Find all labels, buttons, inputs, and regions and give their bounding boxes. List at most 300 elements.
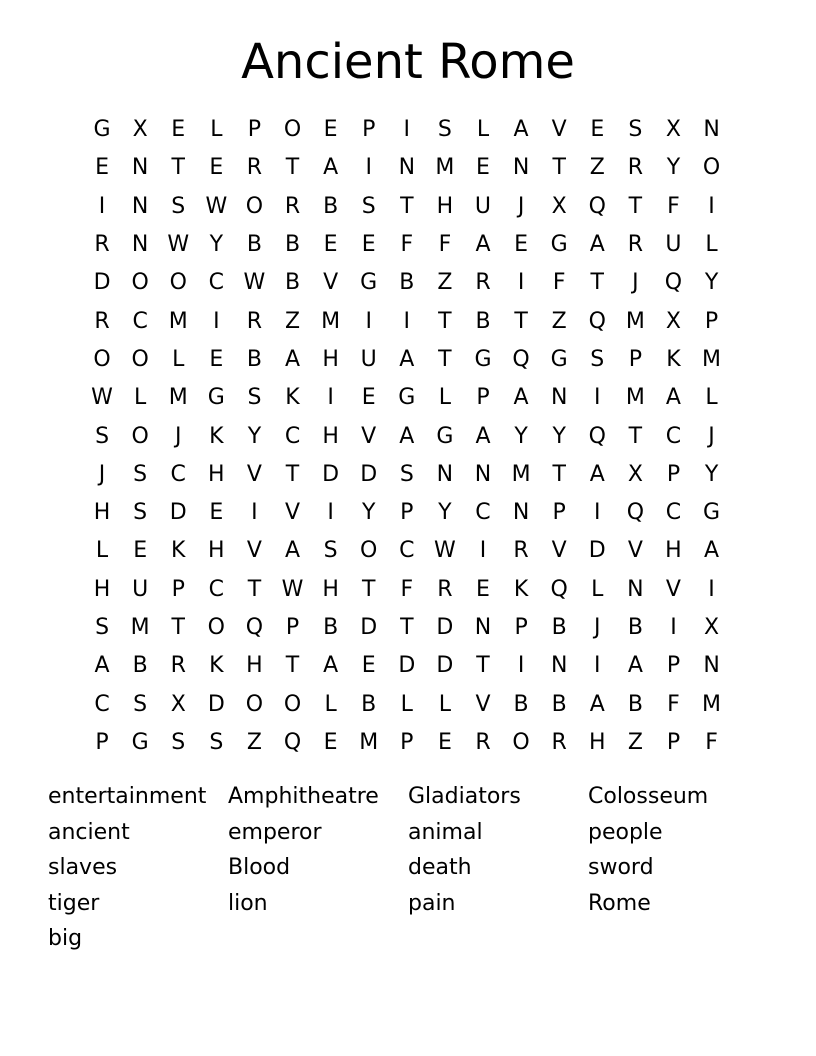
grid-letter[interactable]: E [323,232,338,258]
grid-letter[interactable]: T [476,653,490,679]
grid-letter[interactable]: P [95,729,109,755]
grid-letter[interactable]: T [247,576,262,602]
grid-letter[interactable]: J [517,193,525,219]
grid-letter[interactable]: B [284,232,301,258]
grid-letter[interactable]: R [246,308,263,334]
grid-letter[interactable]: N [550,653,568,679]
grid-letter[interactable]: A [589,232,605,258]
grid-letter[interactable]: K [285,385,300,411]
grid-letter[interactable]: E [171,117,186,143]
grid-letter[interactable]: B [551,615,567,640]
grid-letter[interactable]: Q [664,270,683,296]
grid-letter[interactable]: H [665,538,682,564]
grid-letter[interactable]: I [403,117,411,143]
grid-letter[interactable]: A [513,117,529,143]
grid-letter[interactable]: C [475,500,491,526]
grid-letter[interactable]: E [514,232,529,258]
grid-letter[interactable]: G [550,232,568,258]
grid-letter[interactable]: Y [704,270,719,296]
grid-letter[interactable]: A [323,653,339,679]
grid-letter[interactable]: T [628,423,643,449]
grid-letter[interactable]: R [551,729,567,755]
grid-letter[interactable]: Z [589,155,605,181]
grid-letter[interactable]: I [594,385,601,411]
grid-letter[interactable]: Y [361,500,376,526]
grid-letter[interactable]: A [94,653,110,679]
grid-letter[interactable]: E [209,500,224,526]
grid-letter[interactable]: T [590,270,604,296]
grid-letter[interactable]: M [625,385,645,411]
grid-letter[interactable]: M [359,729,379,755]
grid-letter[interactable]: A [475,423,491,449]
grid-letter[interactable]: T [552,155,566,181]
grid-letter[interactable]: W [167,232,190,258]
grid-letter[interactable]: Q [245,615,264,640]
grid-letter[interactable]: C [665,423,682,449]
grid-letter[interactable]: E [476,155,490,181]
grid-letter[interactable]: N [703,653,720,679]
grid-letter[interactable]: E [323,117,338,143]
grid-letter[interactable]: H [93,500,111,526]
grid-letter[interactable]: S [361,193,376,219]
grid-letter[interactable]: B [551,691,567,717]
grid-letter[interactable]: L [95,538,109,564]
grid-letter[interactable]: G [207,385,225,411]
grid-letter[interactable]: W [91,385,113,411]
grid-letter[interactable]: H [436,193,454,219]
grid-letter[interactable]: H [588,729,606,755]
grid-letter[interactable]: B [323,193,339,219]
grid-letter[interactable]: W [281,576,304,602]
grid-letter[interactable]: P [628,346,642,372]
grid-letter[interactable]: O [131,270,149,296]
grid-letter[interactable]: W [434,538,456,564]
grid-letter[interactable]: L [210,117,223,143]
grid-letter[interactable]: N [512,155,530,181]
grid-letter[interactable]: P [514,615,528,640]
grid-letter[interactable]: D [322,461,340,487]
grid-letter[interactable]: O [512,729,530,755]
grid-letter[interactable]: V [551,117,567,143]
grid-letter[interactable]: E [590,117,605,143]
grid-letter[interactable]: F [667,193,680,219]
grid-letter[interactable]: L [705,232,718,258]
grid-letter[interactable]: L [705,385,718,411]
grid-letter[interactable]: R [284,193,301,219]
grid-letter[interactable]: C [132,308,148,334]
grid-letter[interactable]: S [399,461,414,487]
grid-letter[interactable]: R [627,155,643,181]
grid-letter[interactable]: D [360,461,378,487]
word-list-item: slaves [48,855,118,880]
grid-letter[interactable]: M [321,308,341,334]
grid-letter[interactable]: Q [512,346,530,372]
grid-letter[interactable]: I [365,308,372,334]
grid-row [83,647,731,685]
grid-letter[interactable]: M [130,615,150,640]
grid-letter[interactable]: O [360,538,378,564]
word-list-item: big [48,926,83,951]
grid-letter[interactable]: Y [704,461,719,487]
grid-row [83,379,731,417]
grid-letter[interactable]: L [400,691,413,717]
word-list-item: lion [228,890,268,916]
grid-letter[interactable]: K [209,423,224,449]
grid-letter[interactable]: T [438,346,452,372]
grid-letter[interactable]: U [665,232,682,258]
grid-letter[interactable]: I [517,270,525,296]
grid-letter[interactable]: B [627,615,643,640]
grid-letter[interactable]: R [437,576,453,602]
grid-letter[interactable]: I [479,538,487,564]
grid-letter[interactable]: P [247,117,262,143]
grid-letter[interactable]: K [666,346,681,372]
grid-letter[interactable]: T [400,615,414,640]
grid-letter[interactable]: K [513,576,529,602]
grid-letter[interactable]: I [708,576,715,602]
grid-letter[interactable]: L [476,117,490,143]
grid-letter[interactable]: S [171,729,186,755]
grid-letter[interactable]: S [209,729,224,755]
grid-letter[interactable]: E [95,155,109,181]
grid-letter[interactable]: B [246,232,262,258]
grid-letter[interactable]: R [475,729,491,755]
grid-letter[interactable]: A [589,461,605,487]
grid-letter[interactable]: P [362,117,376,143]
grid-letter[interactable]: B [513,691,529,717]
grid-letter[interactable]: K [171,538,186,564]
grid-letter[interactable]: I [365,155,372,181]
grid-letter[interactable]: F [705,729,718,755]
grid-letter[interactable]: N [131,155,149,181]
grid-letter[interactable]: D [436,653,454,679]
grid-letter[interactable]: L [134,385,147,411]
grid-letter[interactable]: M [702,346,722,372]
letter-grid [83,111,731,762]
grid-letter[interactable]: I [403,308,411,334]
grid-letter[interactable]: I [708,193,715,219]
grid-letter[interactable]: L [172,346,185,372]
grid-letter[interactable]: A [704,538,720,564]
grid-letter[interactable]: F [438,232,452,258]
grid-letter[interactable]: V [551,538,567,564]
grid-letter[interactable]: Q [588,423,606,449]
grid-letter[interactable]: X [665,117,681,143]
grid-letter[interactable]: S [133,691,148,717]
grid-letter[interactable]: D [588,538,606,564]
grid-letter[interactable]: H [322,346,339,372]
grid-letter[interactable]: N [398,155,416,181]
grid-letter[interactable]: T [400,193,414,219]
grid-letter[interactable]: H [246,653,263,679]
grid-letter[interactable]: X [627,461,643,487]
grid-letter[interactable]: X [704,615,720,640]
grid-letter[interactable]: O [169,270,187,296]
grid-letter[interactable]: V [246,538,262,564]
grid-letter[interactable]: J [708,423,715,449]
grid-letter[interactable]: L [438,691,452,717]
grid-letter[interactable]: Y [438,500,452,526]
grid-letter[interactable]: T [361,576,376,602]
grid-letter[interactable]: J [174,423,182,449]
grid-letter[interactable]: M [702,691,722,717]
grid-letter[interactable]: Y [514,423,528,449]
grid-letter[interactable]: P [171,576,185,602]
grid-letter[interactable]: Q [588,193,606,219]
grid-letter[interactable]: T [171,155,185,181]
grid-row [83,111,731,149]
grid-letter[interactable]: B [246,346,262,372]
grid-letter[interactable]: L [324,691,337,717]
grid-letter[interactable]: E [209,155,224,181]
grid-letter[interactable]: V [627,538,643,564]
grid-letter[interactable]: M [435,155,455,181]
grid-letter[interactable]: O [245,691,264,717]
grid-letter[interactable]: S [323,538,338,564]
grid-letter[interactable]: J [632,270,639,296]
grid-letter[interactable]: N [436,461,454,487]
grid-letter[interactable]: N [550,385,568,411]
grid-letter[interactable]: P [666,653,681,679]
grid-letter[interactable]: Z [627,729,643,755]
grid-letter[interactable]: P [666,461,681,487]
grid-letter[interactable]: X [170,691,186,717]
grid-letter[interactable]: S [628,117,643,143]
grid-letter[interactable]: R [513,538,529,564]
grid-letter[interactable]: D [207,691,225,717]
grid-letter[interactable]: G [703,500,721,526]
grid-letter[interactable]: O [131,423,149,449]
grid-letter[interactable]: V [665,576,681,602]
grid-letter[interactable]: L [591,576,604,602]
grid-letter[interactable]: E [209,346,224,372]
grid-letter[interactable]: N [131,193,149,219]
grid-letter[interactable]: I [327,385,334,411]
grid-letter[interactable]: V [475,691,491,717]
grid-letter[interactable]: B [284,270,301,296]
grid-letter[interactable]: E [437,729,452,755]
grid-letter[interactable]: I [594,500,601,526]
grid-letter[interactable]: V [246,461,262,487]
grid-letter[interactable]: T [514,308,528,334]
grid-letter[interactable]: T [438,308,452,334]
grid-letter[interactable]: R [475,270,491,296]
grid-letter[interactable]: O [131,346,149,372]
grid-letter[interactable]: S [247,385,262,411]
grid-letter[interactable]: Q [626,500,645,526]
grid-letter[interactable]: M [168,385,188,411]
grid-letter[interactable]: F [400,232,414,258]
grid-letter[interactable]: O [702,155,721,181]
grid-letter[interactable]: U [474,193,492,219]
grid-letter[interactable]: B [627,691,643,717]
word-list-item: ancient [48,819,130,845]
grid-letter[interactable]: Z [551,308,567,334]
grid-letter[interactable]: A [284,538,301,564]
grid-letter[interactable]: B [361,691,377,717]
grid-letter[interactable]: I [670,615,677,640]
grid-letter[interactable]: S [437,117,452,143]
grid-row [83,494,731,532]
grid-letter[interactable]: F [667,691,680,717]
grid-letter[interactable]: S [133,461,148,487]
grid-letter[interactable]: W [243,270,266,296]
grid-letter[interactable]: O [283,117,302,143]
grid-letter[interactable]: E [476,576,490,602]
grid-letter[interactable]: E [361,385,376,411]
grid-letter[interactable]: E [323,729,338,755]
grid-letter[interactable]: A [665,385,681,411]
grid-letter[interactable]: Y [552,423,566,449]
grid-letter[interactable]: S [590,346,605,372]
grid-letter[interactable]: D [398,653,416,679]
grid-letter[interactable]: H [208,538,225,564]
grid-letter[interactable]: I [251,500,258,526]
grid-letter[interactable]: Z [284,308,301,334]
grid-letter[interactable]: G [93,117,111,143]
word-list-item: pain [408,890,456,916]
grid-letter[interactable]: H [93,576,111,602]
grid-letter[interactable]: A [399,423,415,449]
grid-letter[interactable]: A [399,346,415,372]
grid-letter[interactable]: C [208,576,225,602]
grid-letter[interactable]: G [398,385,416,411]
grid-letter[interactable]: R [246,155,263,181]
grid-letter[interactable]: O [283,691,302,717]
grid-letter[interactable]: P [285,615,300,640]
grid-letter[interactable]: G [550,346,568,372]
grid-letter[interactable]: D [436,615,454,640]
grid-letter[interactable]: P [666,729,681,755]
grid-letter[interactable]: U [360,346,377,372]
grid-letter[interactable]: I [327,500,334,526]
grid-letter[interactable]: M [511,461,531,487]
grid-letter[interactable]: X [551,193,567,219]
grid-letter[interactable]: C [399,538,415,564]
grid-letter[interactable]: E [361,653,376,679]
grid-letter[interactable]: P [704,308,719,334]
grid-letter[interactable]: A [589,691,605,717]
grid-letter[interactable]: C [284,423,301,449]
grid-letter[interactable]: S [171,193,186,219]
grid-letter[interactable]: E [133,538,148,564]
grid-letter[interactable]: V [323,270,339,296]
grid-letter[interactable]: O [93,346,111,372]
grid-letter[interactable]: B [475,308,491,334]
grid-letter[interactable]: G [360,270,378,296]
grid-letter[interactable]: A [627,653,643,679]
grid-letter[interactable]: Q [283,729,302,755]
grid-letter[interactable]: G [436,423,454,449]
grid-letter[interactable]: C [208,270,225,296]
grid-letter[interactable]: B [132,653,148,679]
grid-letter[interactable]: G [474,346,492,372]
grid-letter[interactable]: X [132,117,148,143]
grid-letter[interactable]: A [284,346,301,372]
grid-letter[interactable]: F [400,576,414,602]
grid-letter[interactable]: D [93,270,111,296]
grid-letter[interactable]: Z [246,729,262,755]
grid-letter[interactable]: W [205,193,228,219]
grid-letter[interactable]: B [323,615,339,640]
grid-letter[interactable]: P [400,729,414,755]
grid-letter[interactable]: G [131,729,149,755]
grid-letter[interactable]: T [285,461,300,487]
grid-letter[interactable]: Z [437,270,453,296]
grid-letter[interactable]: D [169,500,187,526]
grid-letter[interactable]: I [213,308,220,334]
grid-letter[interactable]: Q [550,576,568,602]
grid-letter[interactable]: R [94,232,110,258]
grid-letter[interactable]: N [627,576,644,602]
grid-letter[interactable]: P [476,385,490,411]
grid-letter[interactable]: V [284,500,301,526]
grid-letter[interactable]: S [133,500,148,526]
grid-letter[interactable]: P [400,500,414,526]
grid-letter[interactable]: H [208,461,225,487]
grid-letter[interactable]: C [170,461,186,487]
grid-letter[interactable]: O [245,193,264,219]
grid-letter[interactable]: V [361,423,377,449]
grid-letter[interactable]: O [207,615,225,640]
grid-letter[interactable]: T [628,193,643,219]
grid-letter[interactable]: H [322,576,339,602]
grid-letter[interactable]: Y [666,155,681,181]
grid-letter[interactable]: Y [209,232,224,258]
grid-letter[interactable]: I [517,653,525,679]
grid-letter[interactable]: C [94,691,110,717]
grid-letter[interactable]: B [399,270,415,296]
grid-letter[interactable]: N [474,615,492,640]
grid-letter[interactable]: P [552,500,566,526]
grid-letter[interactable]: M [625,308,645,334]
grid-letter[interactable]: Y [247,423,262,449]
grid-letter[interactable]: F [552,270,566,296]
grid-letter[interactable]: T [285,653,300,679]
grid-letter[interactable]: L [438,385,452,411]
grid-letter[interactable]: S [95,423,110,449]
grid-letter[interactable]: C [665,500,682,526]
grid-letter[interactable]: K [209,653,224,679]
grid-letter[interactable]: T [285,155,300,181]
grid-letter[interactable]: J [594,615,601,640]
grid-letter[interactable]: A [323,155,339,181]
grid-letter[interactable]: N [131,232,149,258]
grid-letter[interactable]: U [132,576,149,602]
grid-letter[interactable]: J [98,461,106,487]
grid-letter[interactable]: T [171,615,185,640]
grid-letter[interactable]: E [361,232,376,258]
grid-letter[interactable]: R [94,308,110,334]
grid-letter[interactable]: T [552,461,566,487]
grid-letter[interactable]: M [168,308,188,334]
grid-letter[interactable]: N [703,117,720,143]
grid-letter[interactable]: A [513,385,529,411]
grid-row [83,302,731,340]
grid-letter[interactable]: H [322,423,339,449]
grid-letter[interactable]: S [95,615,110,640]
grid-letter[interactable]: A [475,232,491,258]
grid-letter[interactable]: R [170,653,186,679]
grid-letter[interactable]: R [627,232,643,258]
grid-letter[interactable]: I [98,193,106,219]
grid-letter[interactable]: N [512,500,530,526]
grid-letter[interactable]: X [665,308,681,334]
grid-letter[interactable]: Q [588,308,606,334]
grid-letter[interactable]: I [594,653,601,679]
grid-letter[interactable]: N [474,461,492,487]
grid-letter[interactable]: D [360,615,378,640]
